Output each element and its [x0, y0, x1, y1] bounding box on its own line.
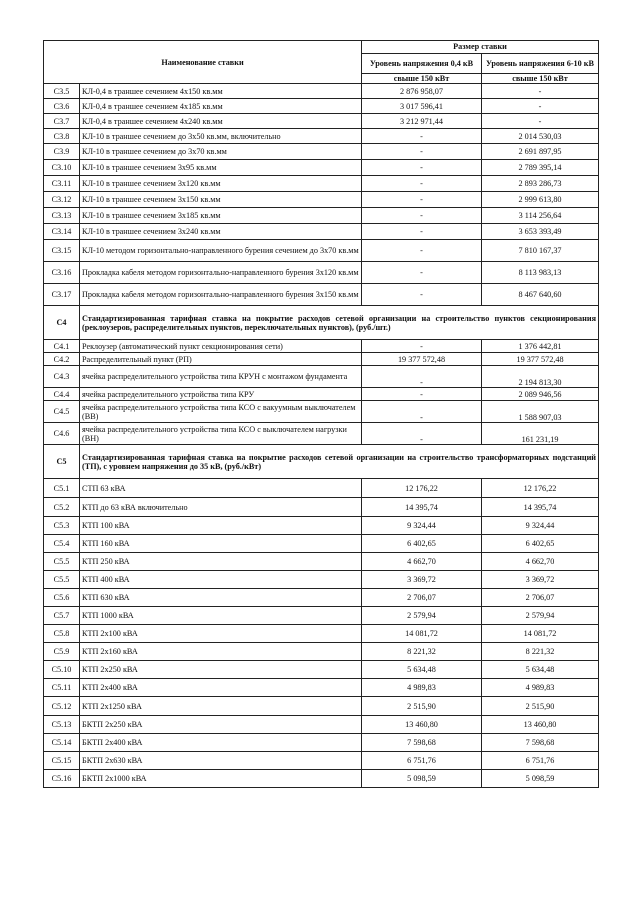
rate-name: ячейка распределительного устройства типа КРУ [80, 388, 362, 401]
rate-name: КТП 2х1250 кВА [80, 697, 362, 716]
value-level2: 1 376 442,81 [482, 340, 599, 353]
table-row [44, 770, 599, 788]
rate-code: С5.5 [44, 571, 80, 589]
value-level2: 3 114 256,64 [482, 208, 599, 224]
rate-code: С4.2 [44, 353, 80, 366]
table-row [44, 353, 599, 366]
value-level1: 8 221,32 [362, 643, 482, 661]
tariff-table-body [44, 41, 599, 788]
value-level1: - [362, 160, 482, 176]
value-level1: 2 876 958,07 [362, 84, 482, 99]
table-row [44, 224, 599, 240]
table-row [44, 752, 599, 770]
value-level2: 2 789 395,14 [482, 160, 599, 176]
table-row [44, 366, 599, 388]
rate-name: КЛ-0,4 в траншее сечением 4х185 кв.мм [80, 99, 362, 114]
value-level1: 4 662,70 [362, 553, 482, 571]
rate-name: ячейка распределительного устройства типа КРУН с монтажом фундамента [80, 366, 362, 388]
value-level2: 7 598,68 [482, 734, 599, 752]
value-level1: 13 460,80 [362, 716, 482, 734]
rate-name: БКТП 2х630 кВА [80, 752, 362, 770]
header-level1-sub-cell: свыше 150 кВт [362, 74, 482, 84]
rate-name: БКТП 2х1000 кВА [80, 770, 362, 788]
table-row [44, 607, 599, 625]
table-row [44, 114, 599, 129]
rate-name: СТП 63 кВА [80, 479, 362, 498]
rate-code: С4.3 [44, 366, 80, 388]
rate-name: Прокладка кабеля методом горизонтально-направленного бурения 3х120 кв.мм [80, 262, 362, 284]
value-level1: 6 402,65 [362, 535, 482, 553]
table-row [44, 160, 599, 176]
table-row [44, 716, 599, 734]
rate-code: С5.10 [44, 661, 80, 679]
table-row [44, 553, 599, 571]
rate-code: С5.11 [44, 679, 80, 697]
value-level2: 3 369,72 [482, 571, 599, 589]
value-level1: - [362, 366, 482, 388]
section-title: Стандартизированная тарифная ставка на покрытие расходов сетевой организации на строительство трансформаторных подстанций (ТП), с уровнем напряжения до 35 кВ, (руб./кВт) [80, 445, 599, 479]
rate-code: С4.6 [44, 423, 80, 445]
value-level2: 19 377 572,48 [482, 353, 599, 366]
section-code: С4 [44, 306, 80, 340]
rate-name: КЛ-10 в траншее сечением 3х95 кв.мм [80, 160, 362, 176]
value-level2: 8 113 983,13 [482, 262, 599, 284]
rate-name: КТП 100 кВА [80, 517, 362, 535]
rate-code: С5.8 [44, 625, 80, 643]
rate-name: КЛ-10 методом горизонтально-направленного бурения сечением до 3х70 кв.мм [80, 240, 362, 262]
rate-code: С5.4 [44, 535, 80, 553]
value-level2: 2 706,07 [482, 589, 599, 607]
rate-name: КЛ-0,4 в траншее сечением 4х240 кв.мм [80, 114, 362, 129]
rate-code: С3.6 [44, 99, 80, 114]
table-row [44, 661, 599, 679]
header-level2-cell: Уровень напряжения 6-10 кВ [482, 54, 599, 74]
rate-name: БКТП 2х400 кВА [80, 734, 362, 752]
section-row [44, 445, 599, 479]
table-row [44, 679, 599, 697]
value-level1: 3 212 971,44 [362, 114, 482, 129]
rate-code: С4.1 [44, 340, 80, 353]
rate-name: Распределительный пункт (РП) [80, 353, 362, 366]
table-row [44, 643, 599, 661]
rate-code: С3.15 [44, 240, 80, 262]
rate-name: КТП 400 кВА [80, 571, 362, 589]
rate-name: Прокладка кабеля методом горизонтально-направленного бурения 3х150 кв.мм [80, 284, 362, 306]
rate-code: С5.16 [44, 770, 80, 788]
value-level2: 2 999 613,80 [482, 192, 599, 208]
rate-name: КЛ-10 в траншее сечением 3х150 кв.мм [80, 192, 362, 208]
value-level1: 4 989,83 [362, 679, 482, 697]
value-level2: 6 751,76 [482, 752, 599, 770]
rate-code: С4.4 [44, 388, 80, 401]
rate-name: БКТП 2х250 кВА [80, 716, 362, 734]
rate-code: С5.13 [44, 716, 80, 734]
table-row [44, 589, 599, 607]
value-level2: - [482, 114, 599, 129]
rate-name: КТП 2х100 кВА [80, 625, 362, 643]
value-level2: 2 014 530,03 [482, 129, 599, 144]
value-level2: 2 691 897,95 [482, 144, 599, 160]
value-level1: - [362, 192, 482, 208]
rate-name: КТП 2х160 кВА [80, 643, 362, 661]
table-row [44, 240, 599, 262]
rate-code: С5.5 [44, 553, 80, 571]
value-level1: 5 098,59 [362, 770, 482, 788]
value-level2: 4 662,70 [482, 553, 599, 571]
value-level1: 14 081,72 [362, 625, 482, 643]
table-row [44, 129, 599, 144]
rate-code: С5.15 [44, 752, 80, 770]
section-row [44, 306, 599, 340]
table-row [44, 734, 599, 752]
rate-name: КТП до 63 кВА включительно [80, 498, 362, 517]
table-row [44, 84, 599, 99]
rate-name: КТП 630 кВА [80, 589, 362, 607]
table-row [44, 401, 599, 423]
rate-name: КЛ-0,4 в траншее сечением 4х150 кв.мм [80, 84, 362, 99]
value-level2: 7 810 167,37 [482, 240, 599, 262]
header-row-1 [44, 41, 599, 54]
table-row [44, 262, 599, 284]
rate-code: С5.6 [44, 589, 80, 607]
value-level1: 7 598,68 [362, 734, 482, 752]
value-level1: 2 579,94 [362, 607, 482, 625]
table-row [44, 192, 599, 208]
header-size-cell: Размер ставки [362, 41, 599, 54]
value-level1: 19 377 572,48 [362, 353, 482, 366]
value-level2: 1 588 907,03 [482, 401, 599, 423]
rate-name: ячейка распределительного устройства типа КСО с вакуумным выключателем (ВВ) [80, 401, 362, 423]
rate-name: ячейка распределительного устройства типа КСО с выключателем нагрузки (ВН) [80, 423, 362, 445]
value-level2: 5 634,48 [482, 661, 599, 679]
value-level2: 3 653 393,49 [482, 224, 599, 240]
value-level2: 13 460,80 [482, 716, 599, 734]
rate-code: С5.7 [44, 607, 80, 625]
value-level2: 14 395,74 [482, 498, 599, 517]
rate-name: КТП 160 кВА [80, 535, 362, 553]
tariff-table [43, 40, 599, 788]
value-level1: 14 395,74 [362, 498, 482, 517]
value-level2: 6 402,65 [482, 535, 599, 553]
table-row [44, 208, 599, 224]
rate-code: С3.7 [44, 114, 80, 129]
value-level2: - [482, 99, 599, 114]
table-row [44, 517, 599, 535]
value-level2: 161 231,19 [482, 423, 599, 445]
value-level1: - [362, 401, 482, 423]
rate-name: КТП 1000 кВА [80, 607, 362, 625]
value-level1: - [362, 144, 482, 160]
value-level1: 2 515,90 [362, 697, 482, 716]
value-level2: 9 324,44 [482, 517, 599, 535]
value-level1: 5 634,48 [362, 661, 482, 679]
value-level1: 2 706,07 [362, 589, 482, 607]
value-level1: - [362, 423, 482, 445]
value-level1: - [362, 284, 482, 306]
rate-code: С3.8 [44, 129, 80, 144]
table-row [44, 479, 599, 498]
rate-name: Реклоузер (автоматический пункт секционирования сети) [80, 340, 362, 353]
table-row [44, 625, 599, 643]
rate-code: С3.11 [44, 176, 80, 192]
rate-code: С5.12 [44, 697, 80, 716]
value-level2: 4 989,83 [482, 679, 599, 697]
header-level2-sub-cell: свыше 150 кВт [482, 74, 599, 84]
rate-name: КЛ-10 в траншее сечением 3х120 кв.мм [80, 176, 362, 192]
table-row [44, 176, 599, 192]
table-row [44, 144, 599, 160]
value-level1: - [362, 224, 482, 240]
value-level2: 12 176,22 [482, 479, 599, 498]
value-level1: 9 324,44 [362, 517, 482, 535]
rate-name: КТП 2х250 кВА [80, 661, 362, 679]
rate-name: КЛ-10 в траншее сечением 3х185 кв.мм [80, 208, 362, 224]
table-row [44, 535, 599, 553]
rate-code: С3.10 [44, 160, 80, 176]
rate-code: С5.3 [44, 517, 80, 535]
value-level1: - [362, 208, 482, 224]
value-level1: - [362, 176, 482, 192]
rate-code: С3.12 [44, 192, 80, 208]
section-code: С5 [44, 445, 80, 479]
value-level1: - [362, 129, 482, 144]
value-level1: - [362, 340, 482, 353]
rate-code: С5.2 [44, 498, 80, 517]
value-level2: 2 515,90 [482, 697, 599, 716]
rate-code: С3.14 [44, 224, 80, 240]
rate-code: С4.5 [44, 401, 80, 423]
value-level2: 8 467 640,60 [482, 284, 599, 306]
value-level2: 2 579,94 [482, 607, 599, 625]
rate-code: С5.1 [44, 479, 80, 498]
rate-name: КЛ-10 в траншее сечением до 3х70 кв.мм [80, 144, 362, 160]
table-row [44, 99, 599, 114]
table-row [44, 498, 599, 517]
value-level2: 14 081,72 [482, 625, 599, 643]
section-title: Стандартизированная тарифная ставка на покрытие расходов сетевой организации на строительство пунктов секционирования (реклоузеров, распределительных пунктов, переключательных пунктов), (руб./шт.) [80, 306, 599, 340]
value-level1: - [362, 388, 482, 401]
rate-name: КЛ-10 в траншее сечением до 3х50 кв.мм, включительно [80, 129, 362, 144]
rate-code: С3.16 [44, 262, 80, 284]
value-level1: 6 751,76 [362, 752, 482, 770]
rate-code: С5.14 [44, 734, 80, 752]
value-level2: 5 098,59 [482, 770, 599, 788]
rate-code: С3.13 [44, 208, 80, 224]
rate-name: КТП 2х400 кВА [80, 679, 362, 697]
rate-code: С5.9 [44, 643, 80, 661]
value-level2: - [482, 84, 599, 99]
value-level1: 3 017 596,41 [362, 99, 482, 114]
rate-name: КЛ-10 в траншее сечением 3х240 кв.мм [80, 224, 362, 240]
header-name-cell: Наименование ставки [44, 41, 362, 84]
rate-name: КТП 250 кВА [80, 553, 362, 571]
rate-code: С3.5 [44, 84, 80, 99]
value-level2: 2 194 813,30 [482, 366, 599, 388]
value-level1: - [362, 262, 482, 284]
rate-code: С3.9 [44, 144, 80, 160]
value-level2: 2 089 946,56 [482, 388, 599, 401]
value-level2: 2 893 286,73 [482, 176, 599, 192]
rate-code: С3.17 [44, 284, 80, 306]
value-level1: - [362, 240, 482, 262]
table-row [44, 388, 599, 401]
table-row [44, 697, 599, 716]
header-level1-cell: Уровень напряжения 0,4 кВ [362, 54, 482, 74]
table-row [44, 284, 599, 306]
table-row [44, 571, 599, 589]
value-level1: 3 369,72 [362, 571, 482, 589]
value-level1: 12 176,22 [362, 479, 482, 498]
table-row [44, 423, 599, 445]
table-row [44, 340, 599, 353]
value-level2: 8 221,32 [482, 643, 599, 661]
